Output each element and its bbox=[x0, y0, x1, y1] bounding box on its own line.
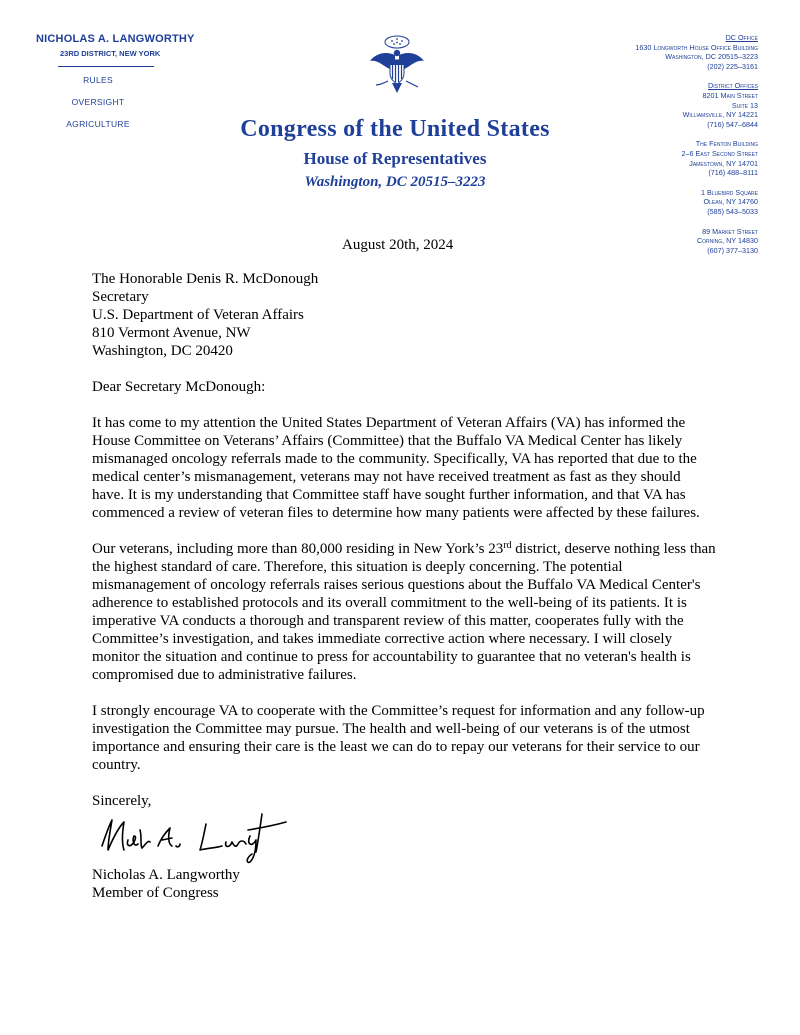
office-line: 89 Market Street bbox=[702, 226, 758, 236]
recipient-address bbox=[92, 270, 716, 360]
corning-office bbox=[568, 227, 758, 256]
handwritten-signature bbox=[96, 806, 296, 866]
office-line: (716) 488–8111 bbox=[708, 168, 758, 178]
address-line: 810 Vermont Avenue, NW bbox=[92, 325, 251, 341]
address-line: Secretary bbox=[92, 289, 149, 305]
office-line: Suite 13 bbox=[731, 100, 758, 110]
paragraph-text: district, deserve nothing less than the highest standard of care. Therefore, this situation is deeply concerning. The potential mismanagement of oncology referrals raises serious questions about the Buffalo VA Medical Center's adherence to established protocols and its overall commitment to the well-being of its patients. It is imperative VA conducts a thorough and transparent review of this matter, cooperates fully with the Committee’s investigation, and takes immediate corrective action where necessary. I will closely monitor the situation and continue to press for accountability to guarantee that no veteran's health is compromised due to administrative failures. bbox=[92, 541, 716, 683]
jamestown-office bbox=[568, 139, 758, 177]
paragraph-text: Our veterans, including more than 80,000 residing in New York’s 23 bbox=[92, 541, 504, 557]
paragraph bbox=[92, 540, 716, 684]
congress-title: Congress of the United States bbox=[240, 116, 550, 142]
office-line: (585) 543–5033 bbox=[707, 206, 758, 216]
dc-office bbox=[568, 33, 758, 71]
office-line: 1630 Longworth House Office Building bbox=[635, 42, 758, 52]
office-line: Washington, DC 20515–3223 bbox=[665, 52, 758, 62]
olean-office bbox=[568, 188, 758, 217]
signer-name: Nicholas A. Langworthy bbox=[92, 867, 240, 883]
salutation: Dear Secretary McDonough: bbox=[92, 379, 266, 395]
office-line: (716) 547–6844 bbox=[707, 119, 758, 129]
committee-agriculture: AGRICULTURE bbox=[66, 119, 130, 129]
committee-oversight: OVERSIGHT bbox=[71, 97, 125, 107]
house-title: House of Representatives bbox=[303, 149, 487, 168]
letter-body bbox=[92, 270, 716, 902]
great-seal-icon bbox=[364, 33, 430, 99]
office-heading: DC Office bbox=[725, 33, 758, 42]
paragraph: It has come to my attention the United States Department of Veteran Affairs (VA) has informed the House Committee on Veterans’ Affairs (Committee) that the Buffalo VA Medical Center has likely mismanaged oncology referrals made to the community. Specifically, VA has reported that due to the medical center’s mismanagement, veterans may not have received treatment as fast as they should have. It is my understanding that Committee staff have sought further information, and that VA has commenced a review of veteran files to determine how many patients were affected by these failures. bbox=[92, 415, 700, 521]
office-line: 2–6 East Second Street bbox=[681, 148, 758, 158]
office-line: Olean, NY 14760 bbox=[703, 197, 758, 207]
letter-date: August 20th, 2024 bbox=[342, 237, 454, 253]
superscript: rd bbox=[503, 540, 512, 551]
member-name: NICHOLAS A. LANGWORTHY bbox=[36, 33, 195, 45]
committee-rules: RULES bbox=[83, 75, 113, 85]
city-title: Washington, DC 20515–3223 bbox=[304, 174, 486, 190]
member-block bbox=[36, 33, 195, 129]
office-line: (202) 225–3161 bbox=[707, 61, 758, 71]
signer-title: Member of Congress bbox=[92, 885, 219, 901]
address-line: U.S. Department of Veteran Affairs bbox=[92, 307, 304, 323]
office-line: Jamestown, NY 14701 bbox=[689, 158, 758, 168]
office-line: Williamsville, NY 14221 bbox=[682, 110, 758, 120]
signature-block bbox=[92, 792, 716, 902]
office-heading: District Offices bbox=[708, 81, 758, 91]
divider bbox=[58, 66, 154, 67]
office-line: (607) 377–3130 bbox=[707, 245, 758, 255]
address-line: Washington, DC 20420 bbox=[92, 343, 233, 359]
member-district: 23RD DISTRICT, NEW YORK bbox=[60, 49, 161, 58]
closing: Sincerely, bbox=[92, 793, 152, 809]
office-list bbox=[568, 33, 758, 265]
office-line: 8201 Main Street bbox=[702, 90, 758, 100]
address-line: The Honorable Denis R. McDonough bbox=[92, 271, 319, 287]
office-line: 1 Bluebird Square bbox=[700, 187, 758, 197]
office-line: The Fenton Building bbox=[695, 139, 758, 149]
williamsville-office bbox=[568, 81, 758, 129]
paragraph: I strongly encourage VA to cooperate with the Committee’s request for information and any follow-up investigation the Committee may pursue. The health and well-being of our veterans is of the utmost importance and ensuring their care is the least we can do to repay our veterans for their service to our country. bbox=[92, 703, 705, 773]
office-line: Corning, NY 14830 bbox=[696, 236, 758, 246]
